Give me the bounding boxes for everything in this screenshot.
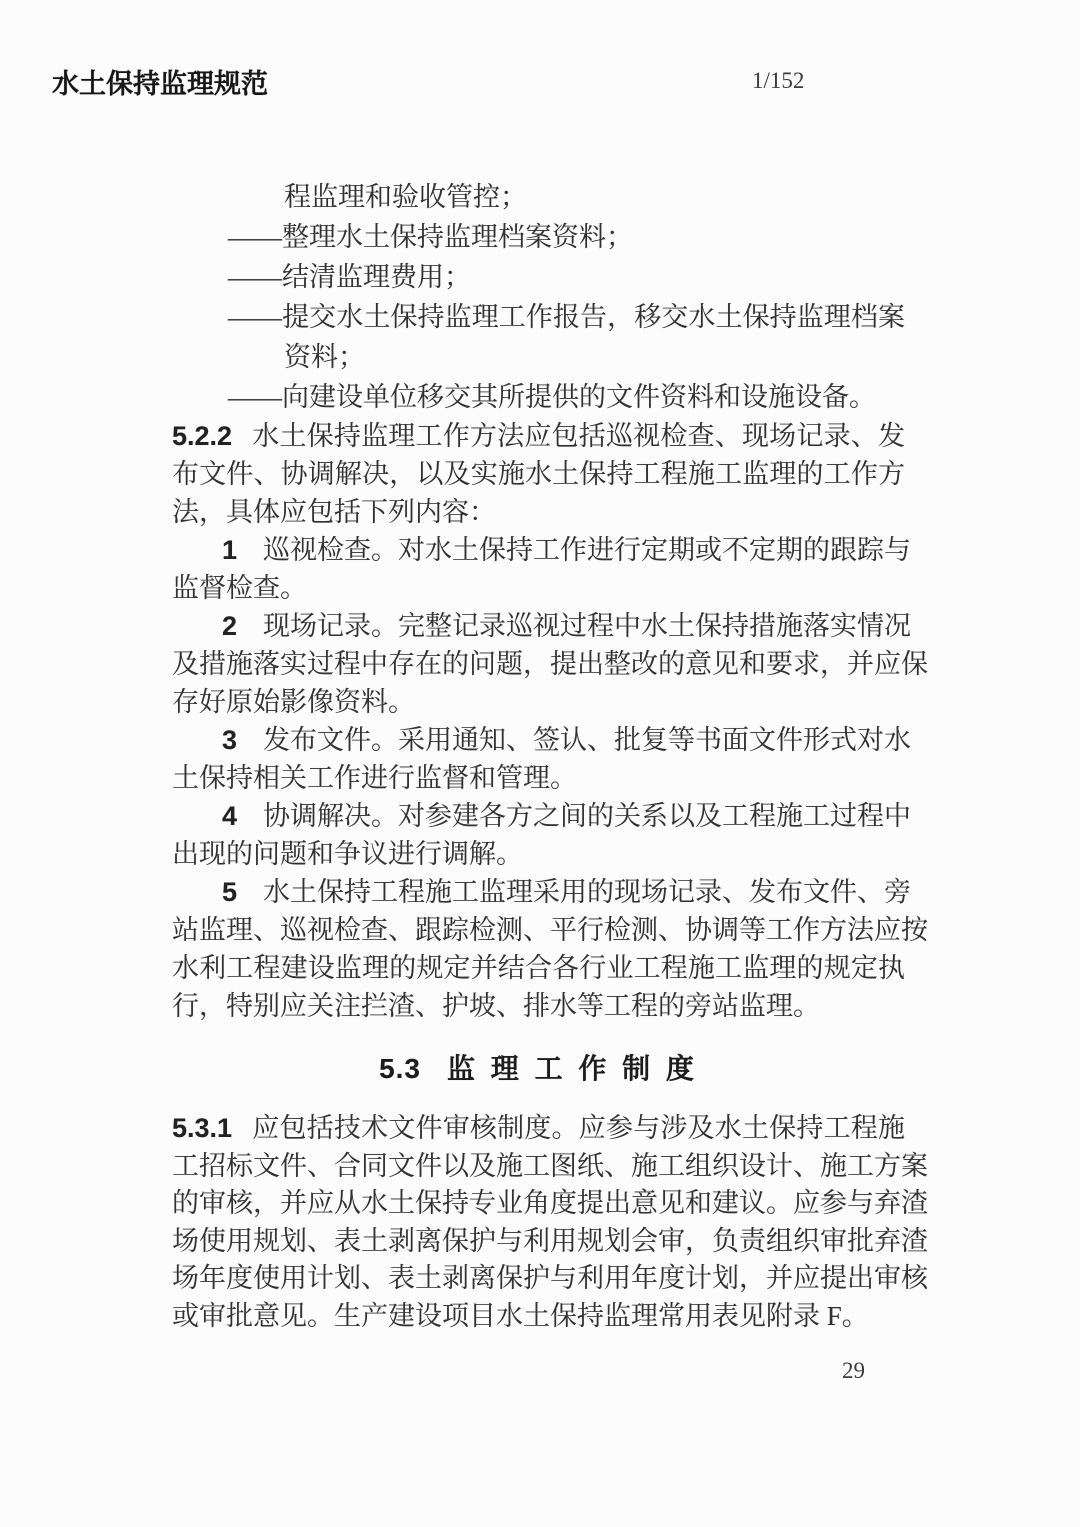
section-number: 5.3 bbox=[379, 1053, 422, 1084]
text-line: 存好原始影像资料。 bbox=[172, 687, 415, 717]
item-text: 协调解决。对参建各方之间的关系以及工程施工过程中 bbox=[263, 801, 912, 831]
clause-text: 水土保持监理工作方法应包括巡视检查、现场记录、发 bbox=[252, 421, 905, 451]
item-text: 巡视检查。对水土保持工作进行定期或不定期的跟踪与 bbox=[263, 535, 912, 565]
text-line bbox=[172, 797, 912, 835]
text-line: 工招标文件、合同文件以及施工图纸、施工组织设计、施工方案 bbox=[172, 1150, 928, 1181]
text-line: ——结清监理费用； bbox=[228, 262, 471, 292]
text-line: ——向建设单位移交其所提供的文件资料和设施设备。 bbox=[228, 382, 876, 412]
text-line: 及措施落实过程中存在的问题，提出整改的意见和要求，并应保 bbox=[172, 649, 928, 679]
document-body bbox=[172, 177, 928, 1336]
text-line: ——提交水土保持监理工作报告，移交水土保持监理档案 bbox=[228, 302, 905, 332]
page-number: 29 bbox=[842, 1358, 865, 1383]
text-line bbox=[172, 1110, 905, 1148]
text-line: 资料； bbox=[284, 342, 365, 372]
list-item-3 bbox=[172, 721, 912, 797]
item-number: 1 bbox=[222, 535, 238, 565]
text-line: 行，特别应关注拦渣、护坡、排水等工程的旁站监理。 bbox=[172, 991, 820, 1021]
clause-number: 5.2.2 bbox=[172, 421, 233, 451]
list-item-5 bbox=[172, 873, 928, 1025]
text-line: 土保持相关工作进行监督和管理。 bbox=[172, 763, 577, 793]
section-heading bbox=[172, 1049, 905, 1089]
doc-title: 水土保持监理规范 bbox=[52, 69, 268, 99]
page-indicator: 1/152 bbox=[752, 68, 805, 93]
item-number: 4 bbox=[222, 801, 238, 831]
text-line: 或审批意见。生产建设项目水土保持监理常用表见附录 F。 bbox=[172, 1300, 869, 1331]
text-line: 程监理和验收管控； bbox=[284, 182, 527, 212]
item-number: 5 bbox=[222, 877, 238, 907]
text-line: ——整理水土保持监理档案资料； bbox=[228, 222, 633, 252]
item-text: 现场记录。完整记录巡视过程中水土保持措施落实情况 bbox=[263, 611, 912, 641]
clause-text: 应包括技术文件审核制度。应参与涉及水土保持工程施 bbox=[252, 1113, 905, 1143]
text-line bbox=[172, 721, 912, 759]
clause-5-2-2 bbox=[172, 417, 905, 531]
text-line bbox=[172, 607, 912, 645]
text-line: 站监理、巡视检查、跟踪检测、平行检测、协调等工作方法应按 bbox=[172, 915, 928, 945]
text-line: 布文件、协调解决，以及实施水土保持工程施工监理的工作方 bbox=[172, 459, 905, 489]
list-item-2 bbox=[172, 607, 928, 721]
item-text: 水土保持工程施工监理采用的现场记录、发布文件、旁 bbox=[263, 877, 912, 907]
text-line: 水利工程建设监理的规定并结合各行业工程施工监理的规定执 bbox=[172, 953, 905, 983]
text-line bbox=[172, 873, 912, 911]
text-line: 监督检查。 bbox=[172, 573, 307, 603]
text-line: 出现的问题和争议进行调解。 bbox=[172, 839, 523, 869]
item-number: 2 bbox=[222, 611, 238, 641]
text-line: 场使用规划、表土剥离保护与利用规划会审，负责组织审批弃渣 bbox=[172, 1225, 928, 1256]
item-number: 3 bbox=[222, 725, 238, 755]
text-line bbox=[172, 531, 912, 569]
text-line bbox=[172, 417, 905, 455]
list-item-4 bbox=[172, 797, 912, 873]
item-text: 发布文件。采用通知、签认、批复等书面文件形式对水 bbox=[263, 725, 912, 755]
clause-number: 5.3.1 bbox=[172, 1113, 233, 1143]
text-line: 法，具体应包括下列内容： bbox=[172, 497, 496, 527]
text-line: 场年度使用计划、表土剥离保护与利用年度计划，并应提出审核 bbox=[172, 1263, 928, 1294]
clause-5-3-1 bbox=[172, 1110, 928, 1336]
section-title: 监 理 工 作 制 度 bbox=[447, 1053, 698, 1084]
dash-list-block bbox=[172, 177, 905, 417]
text-line: 的审核，并应从水土保持专业角度提出意见和建议。应参与弃渣 bbox=[172, 1188, 928, 1219]
list-item-1 bbox=[172, 531, 912, 607]
